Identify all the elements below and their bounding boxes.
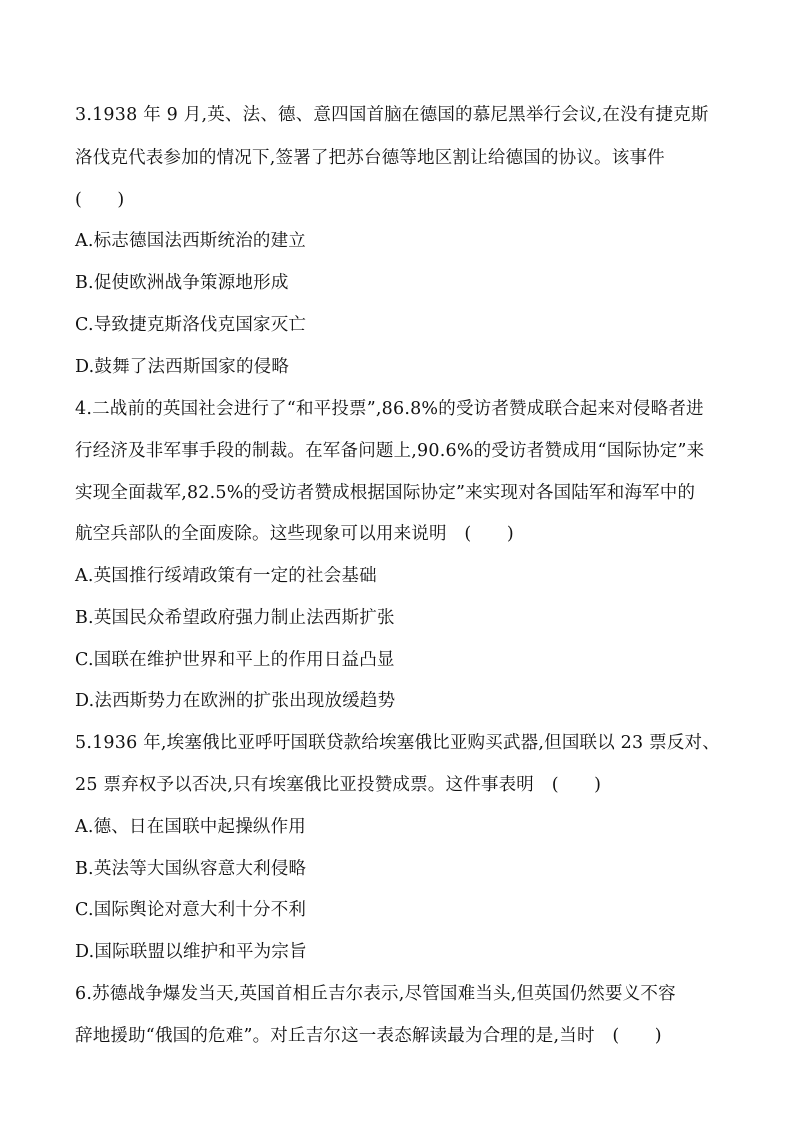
q4-stem-line-1: 4.二战前的英国社会进行了“和平投票”,86.8%的受访者赞成联合起来对侵略者进 (75, 399, 704, 419)
q3-answer-blank: ( ) (75, 190, 125, 210)
q5-option-a: A.德、日在国联中起操纵作用 (75, 817, 306, 837)
q6-stem-line-2: 辞地援助“俄国的危难”。对丘吉尔这一表态解读最为合理的是,当时 ( ) (75, 1026, 662, 1046)
q4-option-b: B.英国民众希望政府强力制止法西斯扩张 (75, 608, 395, 628)
q4-option-c: C.国联在维护世界和平上的作用日益凸显 (75, 650, 395, 670)
q3-stem-line-2: 洛伐克代表参加的情况下,签署了把苏台德等地区割让给德国的协议。该事件 (75, 148, 665, 168)
q4-stem-line-3: 实现全面裁军,82.5%的受访者赞成根据国际协定”来实现对各国陆军和海军中的 (75, 483, 696, 503)
q3-option-d: D.鼓舞了法西斯国家的侵略 (75, 357, 290, 377)
q5-stem-line-2: 25 票弃权予以否决,只有埃塞俄比亚投赞成票。这件事表明 ( ) (75, 775, 602, 795)
q4-stem-line-4: 航空兵部队的全面废除。这些现象可以用来说明 ( ) (75, 524, 514, 544)
q5-option-d: D.国际联盟以维护和平为宗旨 (75, 942, 307, 962)
q5-stem-line-1: 5.1936 年,埃塞俄比亚呼吁国联贷款给埃塞俄比亚购买武器,但国联以 23 票反对、 (75, 733, 720, 753)
q3-option-c: C.导致捷克斯洛伐克国家灭亡 (75, 315, 307, 335)
q3-stem-line-1: 3.1938 年 9 月,英、法、德、意四国首脑在德国的慕尼黑举行会议,在没有捷克斯 (75, 105, 709, 125)
q6-stem-line-1: 6.苏德战争爆发当天,英国首相丘吉尔表示,尽管国难当头,但英国仍然要义不容 (75, 984, 676, 1004)
q3-option-a: A.标志德国法西斯统治的建立 (75, 231, 306, 251)
q4-option-d: D.法西斯势力在欧洲的扩张出现放缓趋势 (75, 691, 396, 711)
q4-option-a: A.英国推行绥靖政策有一定的社会基础 (75, 566, 377, 586)
q5-option-b: B.英法等大国纵容意大利侵略 (75, 859, 307, 879)
q4-stem-line-2: 行经济及非军事手段的制裁。在军备问题上,90.6%的受访者赞成用“国际协定”来 (75, 441, 705, 461)
q5-option-c: C.国际舆论对意大利十分不利 (75, 900, 307, 920)
q3-option-b: B.促使欧洲战争策源地形成 (75, 273, 289, 293)
